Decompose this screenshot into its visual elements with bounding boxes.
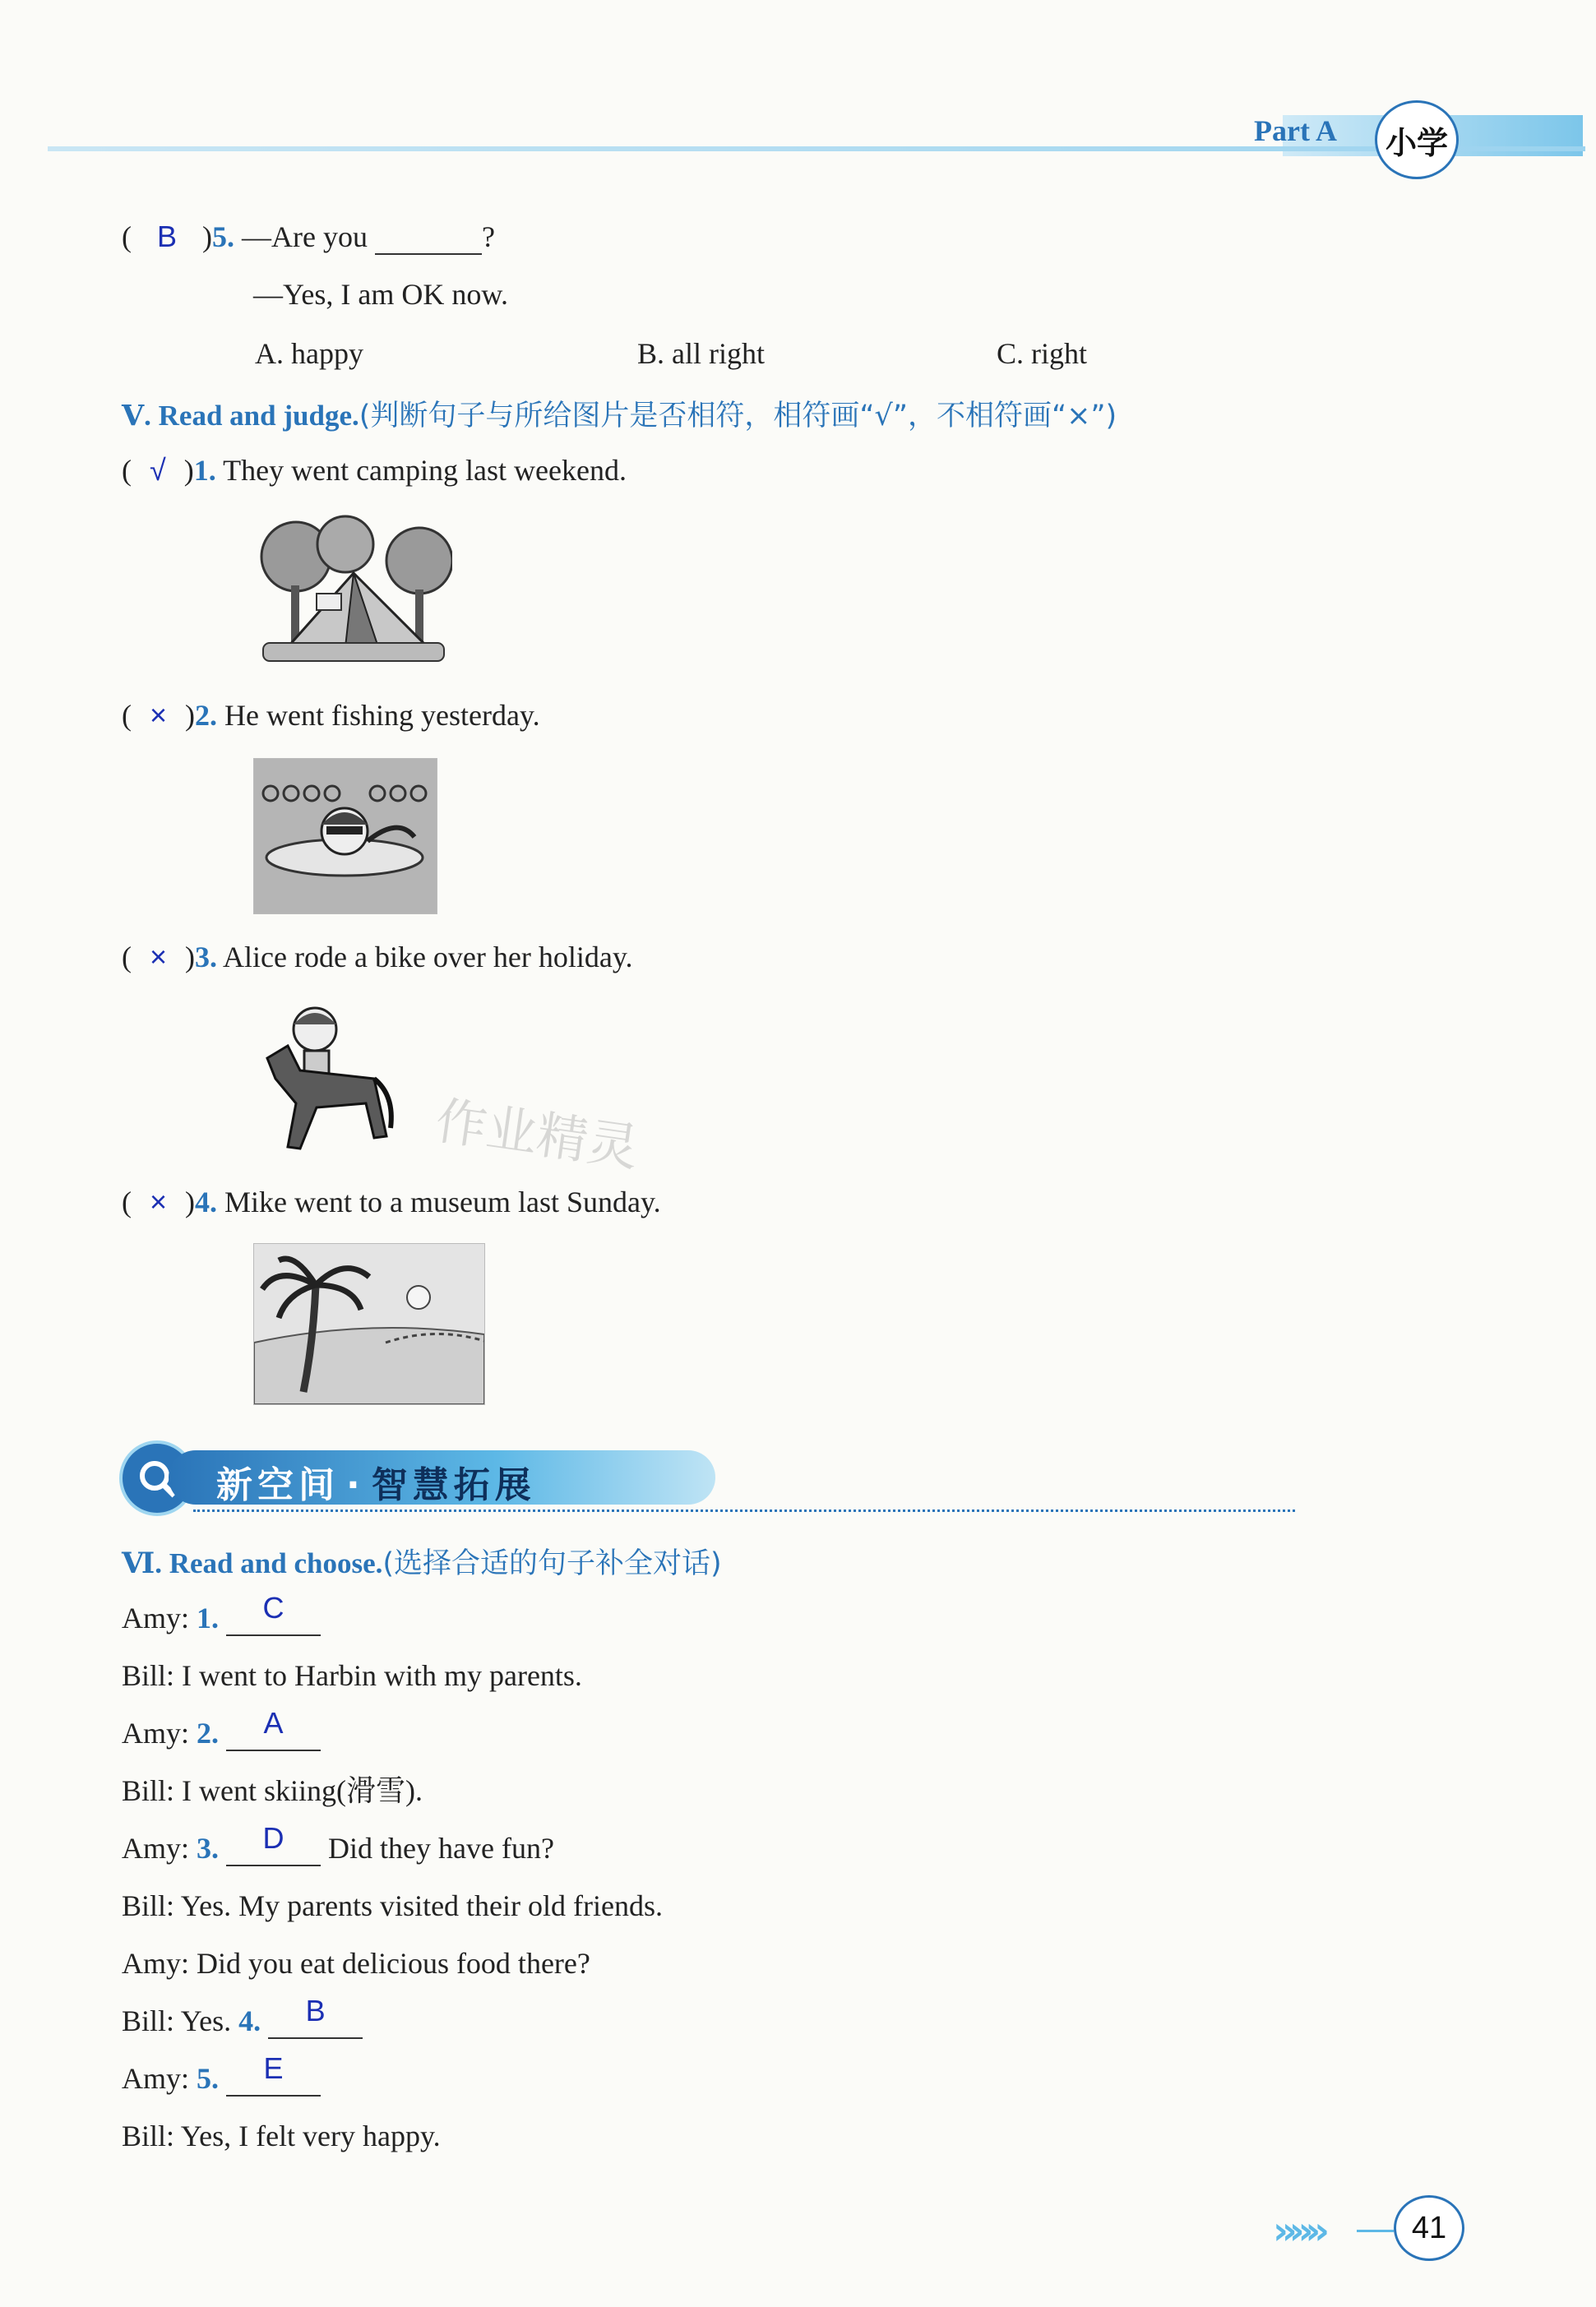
dialog-line-10: Bill: Yes, I felt very happy. xyxy=(122,2120,441,2152)
dialog-line-3: Amy: 2. A xyxy=(122,1715,321,1751)
dialog-line-6: Bill: Yes. My parents visited their old friends. xyxy=(122,1889,663,1922)
watermark-1: 作业精灵 xyxy=(432,1090,643,1178)
dialog-line-8: Bill: Yes. 4. B xyxy=(122,2003,363,2039)
page-arrows xyxy=(1273,2208,1321,2253)
dialog-answer-5: E xyxy=(263,2051,284,2085)
dialog-answer-2: A xyxy=(263,1706,284,1740)
page-number xyxy=(1394,2195,1464,2261)
dialog-line-2: Bill: I went to Harbin with my parents. xyxy=(122,1659,582,1692)
banner-dotted-rule xyxy=(193,1509,1295,1512)
judge-item-1: ( √ )1. They went camping last weekend. xyxy=(122,453,627,487)
q5-blank xyxy=(375,220,482,255)
dialog-line-4: Bill: I went skiing(滑雪). xyxy=(122,1774,423,1807)
dialog-line-5: Amy: 3. D Did they have fun? xyxy=(122,1821,554,1865)
header-badge xyxy=(1375,100,1459,179)
page-line xyxy=(1357,2230,1394,2232)
judge-mark-3: × xyxy=(150,940,168,973)
horse-riding-image xyxy=(251,996,399,1161)
dialog-line-9: Amy: 5. E xyxy=(122,2060,321,2097)
section-banner xyxy=(119,1440,1295,1516)
camping-image xyxy=(255,511,452,668)
q5-option-b: B. all right xyxy=(637,337,765,370)
dialog-answer-3: D xyxy=(262,1821,285,1855)
section6-title: Ⅵ. Read and choose.(选择合适的句子补全对话) xyxy=(122,1547,722,1580)
chevrons-right-icon: »»» xyxy=(1273,2208,1322,2253)
judge-mark-1: √ xyxy=(150,453,166,487)
judge-item-4: ( × )4. Mike went to a museum last Sunday. xyxy=(122,1185,661,1218)
judge-mark-2: × xyxy=(150,698,168,732)
q5-answer: B xyxy=(157,220,178,253)
q5-line2: —Yes, I am OK now. xyxy=(253,278,509,311)
header-part-label: Part A xyxy=(1254,114,1337,147)
dialog-answer-1: C xyxy=(262,1591,285,1625)
judge-item-2: ( × )2. He went fishing yesterday. xyxy=(122,698,540,732)
header-rule xyxy=(48,146,1585,151)
judge-item-3: ( × )3. Alice rode a bike over her holiday. xyxy=(122,940,633,973)
dialog-line-7: Amy: Did you eat delicious food there? xyxy=(122,1947,590,1980)
header-badge-label: 小学 xyxy=(1385,124,1448,161)
q5-line1: ( B )5. —Are you ? xyxy=(122,220,495,253)
beach-image xyxy=(253,1243,485,1405)
banner-title: 新空间 · 智慧拓展 xyxy=(216,1464,536,1506)
dialog-line-1: Amy: 1. C xyxy=(122,1600,321,1636)
section5-title: Ⅴ. Read and judge.(判断句子与所给图片是否相符，相符画“√”，不相符画“×”) xyxy=(122,400,1117,432)
judge-mark-4: × xyxy=(150,1185,168,1218)
dialog-answer-4: B xyxy=(305,1994,326,2027)
q5-option-a: A. happy xyxy=(255,337,363,370)
page-number-label: 41 xyxy=(1411,2210,1447,2245)
swimming-image xyxy=(253,758,437,914)
q5-option-c: C. right xyxy=(997,337,1088,370)
